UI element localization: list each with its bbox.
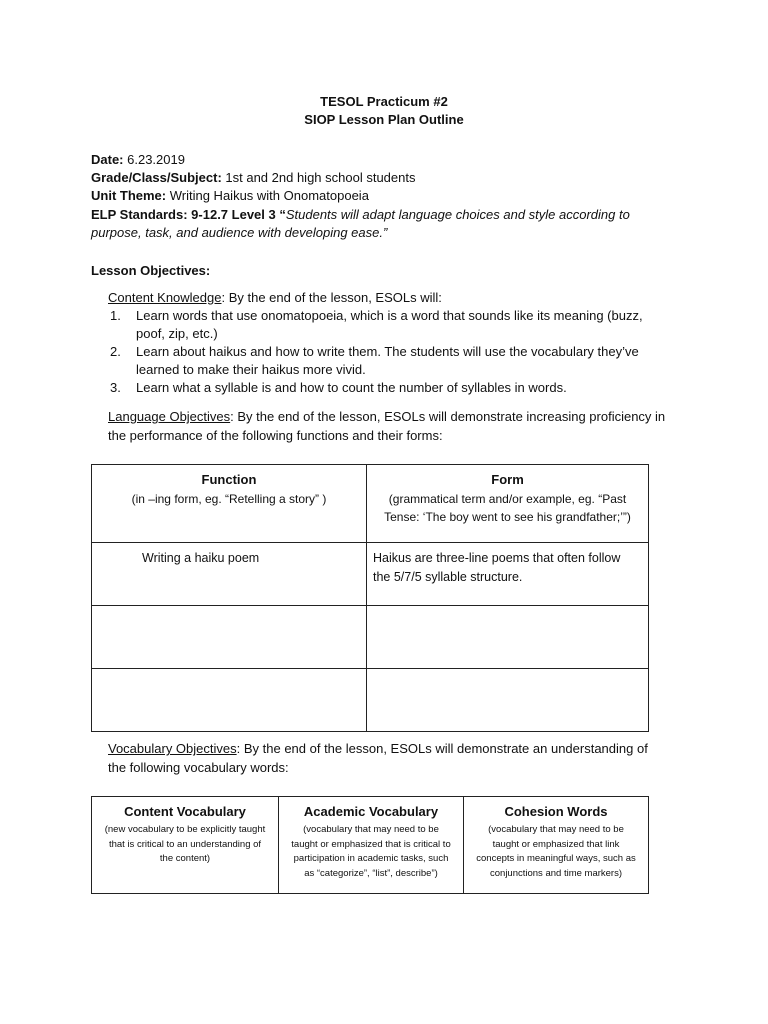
cohesion-words-cell bbox=[464, 797, 649, 894]
function-header-cell bbox=[92, 465, 367, 543]
content-knowledge-intro bbox=[108, 289, 688, 307]
date-line bbox=[91, 151, 185, 169]
language-objectives-label: Language Objectives bbox=[108, 409, 231, 424]
content-knowledge-text: : By the end of the lesson, ESOLs will: bbox=[221, 290, 442, 305]
academic-vocabulary-cell bbox=[279, 797, 464, 894]
language-objectives-text: : By the end of the lesson, ESOLs will demonstrate increasing proficiency in bbox=[230, 409, 666, 424]
list-number: 1. bbox=[110, 308, 121, 323]
document-subtitle: SIOP Lesson Plan Outline bbox=[304, 112, 464, 127]
vocabulary-objectives-cont: the following vocabulary words: bbox=[108, 760, 289, 775]
vocabulary-header-row bbox=[92, 797, 649, 894]
vocab-note: that is critical to an understanding of bbox=[108, 838, 262, 850]
function-cell bbox=[92, 669, 367, 732]
form-subheader-cont: Tense: ‘The boy went to see his grandfather;’”) bbox=[384, 510, 631, 524]
vocabulary-objectives-intro bbox=[108, 740, 688, 758]
content-vocabulary-header: Content Vocabulary bbox=[124, 804, 246, 819]
function-form-table bbox=[91, 464, 649, 732]
table-row bbox=[92, 606, 649, 669]
academic-vocabulary-header: Academic Vocabulary bbox=[303, 804, 439, 819]
form-header-cell bbox=[367, 465, 649, 543]
elp-label: ELP Standards: 9-12.7 Level 3 “ bbox=[91, 207, 286, 222]
unit-value: Writing Haikus with Onomatopoeia bbox=[166, 188, 369, 203]
unit-line bbox=[91, 187, 369, 205]
date-value: 6.23.2019 bbox=[123, 152, 185, 167]
elp-line bbox=[91, 206, 630, 224]
form-header: Form bbox=[491, 472, 524, 487]
vocab-note: the content) bbox=[159, 853, 211, 864]
vocab-note: (vocabulary that may need to be bbox=[488, 824, 624, 835]
function-cell: Writing a haiku poem bbox=[92, 543, 367, 606]
form-cell bbox=[367, 606, 649, 669]
form-cell bbox=[367, 543, 649, 606]
vocab-note: (new vocabulary to be explicitly taught bbox=[104, 824, 266, 835]
elp-value: Students will adapt language choices and style according to bbox=[285, 207, 630, 222]
list-text: Learn words that use onomatopoeia, which is a word that sounds like its meaning (buzz, bbox=[136, 308, 643, 323]
list-number: 3. bbox=[110, 380, 121, 395]
table-row bbox=[92, 543, 649, 606]
language-objectives-cont: the performance of the following functions and their forms: bbox=[108, 428, 443, 443]
vocabulary-table bbox=[91, 796, 649, 894]
form-text-cont: the 5/7/5 syllable structure. bbox=[373, 570, 523, 584]
list-item bbox=[110, 343, 670, 379]
content-knowledge-label: Content Knowledge bbox=[108, 290, 222, 305]
list-text-cont: learned to make their haikus more vivid. bbox=[136, 362, 366, 377]
document-title: TESOL Practicum #2 bbox=[320, 94, 448, 109]
vocab-note: taught or emphasized that link bbox=[492, 838, 620, 850]
content-vocabulary-cell bbox=[92, 797, 279, 894]
table-header-row bbox=[92, 465, 649, 543]
vocab-note: participation in academic tasks, such bbox=[293, 853, 449, 864]
unit-label: Unit Theme: bbox=[91, 188, 167, 203]
form-cell bbox=[367, 669, 649, 732]
function-cell bbox=[92, 606, 367, 669]
list-text: Learn what a syllable is and how to count the number of syllables in words. bbox=[136, 380, 567, 395]
vocab-note: as “categorize”, “list”, describe”) bbox=[304, 867, 438, 879]
table-row bbox=[92, 669, 649, 732]
grade-line bbox=[91, 169, 415, 187]
content-objectives-list bbox=[110, 307, 670, 397]
vocabulary-objectives-text: : By the end of the lesson, ESOLs will demonstrate an understanding of bbox=[236, 741, 648, 756]
form-text: Haikus are three-line poems that often follow bbox=[373, 551, 621, 565]
vocab-note: conjunctions and time markers) bbox=[490, 867, 622, 879]
grade-label: Grade/Class/Subject: bbox=[91, 170, 222, 185]
form-subheader: (grammatical term and/or example, eg. “Past bbox=[388, 492, 627, 506]
language-objectives-intro bbox=[108, 408, 688, 426]
vocab-note: taught or emphasized that is critical to bbox=[291, 838, 451, 850]
elp-value-cont: purpose, task, and audience with developing ease.” bbox=[91, 225, 388, 240]
grade-value: 1st and 2nd high school students bbox=[221, 170, 416, 185]
date-label: Date: bbox=[91, 152, 124, 167]
list-number: 2. bbox=[110, 344, 121, 359]
list-text-cont: poof, zip, etc.) bbox=[136, 326, 218, 341]
vocab-note: (vocabulary that may need to be bbox=[303, 824, 439, 835]
list-text: Learn about haikus and how to write them. The students will use the vocabulary they’ve bbox=[136, 344, 639, 359]
vocabulary-objectives-label: Vocabulary Objectives bbox=[108, 741, 237, 756]
objectives-heading: Lesson Objectives: bbox=[91, 263, 211, 278]
list-item bbox=[110, 307, 670, 343]
function-header: Function bbox=[201, 472, 257, 487]
vocab-note: concepts in meaningful ways, such as bbox=[476, 853, 636, 864]
list-item bbox=[110, 379, 670, 397]
function-subheader: (in –ing form, eg. “Retelling a story” ) bbox=[131, 492, 327, 506]
cohesion-words-header: Cohesion Words bbox=[504, 804, 608, 819]
